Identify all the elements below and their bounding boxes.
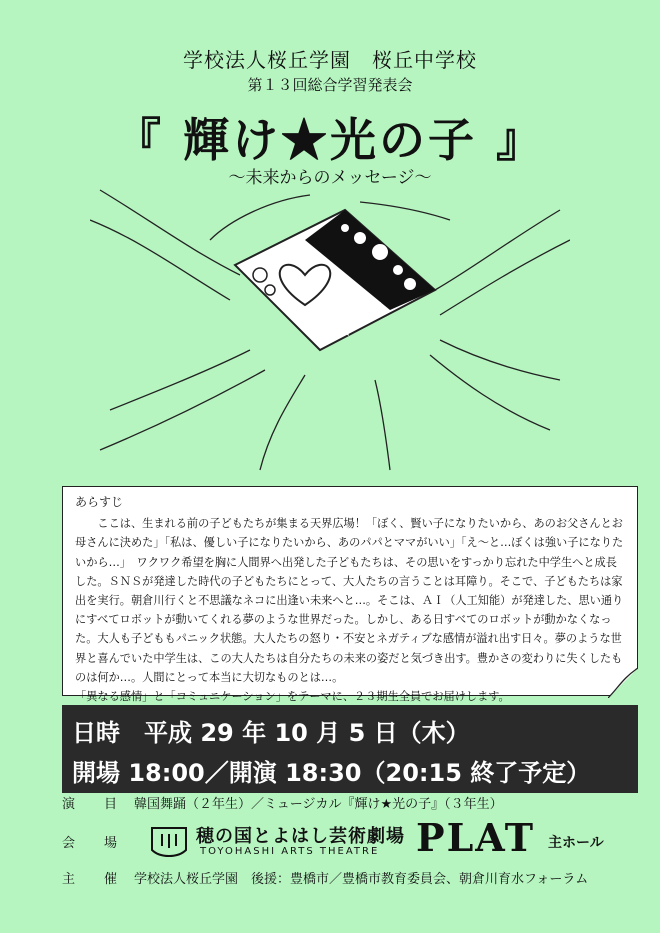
program-row — [62, 793, 503, 812]
venue-label: 会 場 — [62, 836, 126, 851]
synopsis-text: ここは、生まれる前の子どもたちが集まる天界広場！「ぼく、賢い子になりたいから、あのお父さんとお母さんに決めた」「私は、優しい子になりたいから、あのパパとママがいい」「え～と…ぼくは強い子になりたいから…」 ワクワク希望を胸に人間界へ出発した子どもたちは、その思いをすっかり忘れた中学生へと成長した。ＳＮＳが発達した時代の子どもたちにとって、大人たちの言うことは耳障り。そこで、子どもたちは家出を実行。朝倉川行くと不思議なネコに出逢い未来へと…。そこは、ＡＩ（人工知能）が発達した、思い通りにすべてロボットが動いてくれる夢のような世界だった。しかし、ある日すべてのロボットが動かなくなった。大人も子どももパニック状態。大人たちの怒り・不安とネガティブな感情が溢れ出す日々。夢のような世界と喜んでいた中学生は、この大人たちは自分たちの未来の姿だと気づき出す。豊かさの変わりに失くしたものは何か…。人間にとって本当に大切なものとは…。 — [75, 517, 624, 684]
event-time: 開場 18:00／開演 18:30（20:15 終了予定） — [72, 759, 591, 787]
page-subtitle: ～未来からのメッセージ～ — [228, 168, 432, 188]
program-value: 韓国舞踊（２年生）／ミュージカル『輝け★光の子』（３年生） — [134, 797, 503, 812]
venue-name-en: TOYOHASHI ARTS THEATRE — [200, 846, 380, 857]
school-name: 学校法人桜丘学園 桜丘中学校 — [183, 48, 477, 72]
page-fold-corner — [608, 668, 638, 698]
organizer-label: 主 催 — [62, 872, 126, 887]
organizer-row — [62, 868, 588, 887]
program-label: 演 目 — [62, 797, 126, 812]
theatre-logo — [148, 822, 190, 860]
venue-row — [62, 822, 134, 862]
page-title: 『 輝け★光の子 』 — [114, 113, 546, 167]
venue-name: 穂の国とよはし芸術劇場 — [196, 826, 405, 847]
venue-brand: PLAT — [416, 815, 535, 860]
synopsis-closing: 「異なる感情」と「コミュニケーション」をテーマに、２３期生全員でお届けします。 — [75, 690, 510, 704]
synopsis-box — [62, 486, 638, 704]
event-date: 日時 平成 29 年 10 月 5 日（木） — [72, 719, 470, 747]
synopsis-heading: あらすじ — [75, 495, 124, 509]
hands-illustration — [90, 180, 570, 480]
schedule-bar — [62, 705, 638, 793]
venue-hall: 主ホール — [548, 835, 604, 851]
event-name: 第１３回総合学習発表会 — [247, 76, 413, 94]
organizer-value: 学校法人桜丘学園 後援：豊橋市／豊橋市教育委員会、朝倉川育水フォーラム — [134, 872, 589, 887]
